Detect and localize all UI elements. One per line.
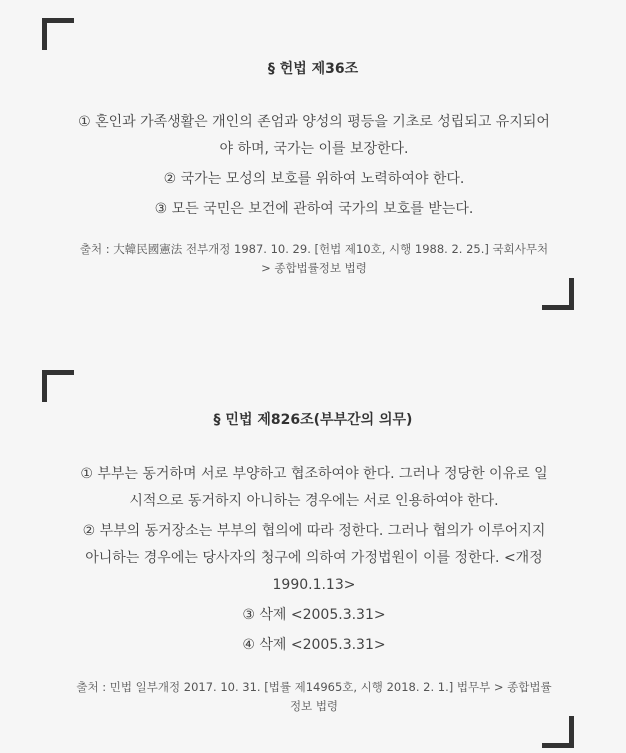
source-citation: 출처 : 大韓民國憲法 전부개정 1987. 10. 29. [헌법 제10호, 시행 1988. 2. 25.] 국회사무처 > 종합법률정보 법령 xyxy=(79,242,549,275)
article-paragraph: ① 부부는 동거하며 서로 부양하고 협조하여야 한다. 그러나 정당한 이유로 일시적으로 동거하지 아니하는 경우에는 서로 인용하여야 한다. xyxy=(80,466,548,509)
article-paragraph: ① 혼인과 가족생활은 개인의 존엄과 양성의 평등을 기초로 성립되고 유지되어야 하며, 국가는 이를 보장한다. xyxy=(78,114,550,157)
article-body xyxy=(74,461,554,659)
section-title: § 헌법 제36조 xyxy=(267,61,359,77)
article-paragraph: ② 국가는 모성의 보호를 위하여 노력하여야 한다. xyxy=(163,171,465,187)
article-paragraph: ③ 삭제 <2005.3.31> xyxy=(242,607,386,623)
article-paragraph: ② 부부의 동거장소는 부부의 협의에 따라 정한다. 그러나 협의가 이루어지지 아니하는 경우에는 당사자의 청구에 의하여 가정법원이 이를 정한다. <개정 1990.1.13> xyxy=(82,523,546,593)
corner-bracket-top-left xyxy=(42,370,74,402)
source-citation: 출처 : 민법 일부개정 2017. 10. 31. [법률 제14965호, 시행 2018. 2. 1.] 법무부 > 종합법률정보 법령 xyxy=(76,680,552,713)
corner-bracket-bottom-right xyxy=(542,716,574,748)
article-paragraph: ③ 모든 국민은 보건에 관하여 국가의 보호를 받는다. xyxy=(154,201,474,217)
article-paragraph: ④ 삭제 <2005.3.31> xyxy=(242,637,386,653)
section-title: § 민법 제826조(부부간의 의무) xyxy=(213,412,413,428)
